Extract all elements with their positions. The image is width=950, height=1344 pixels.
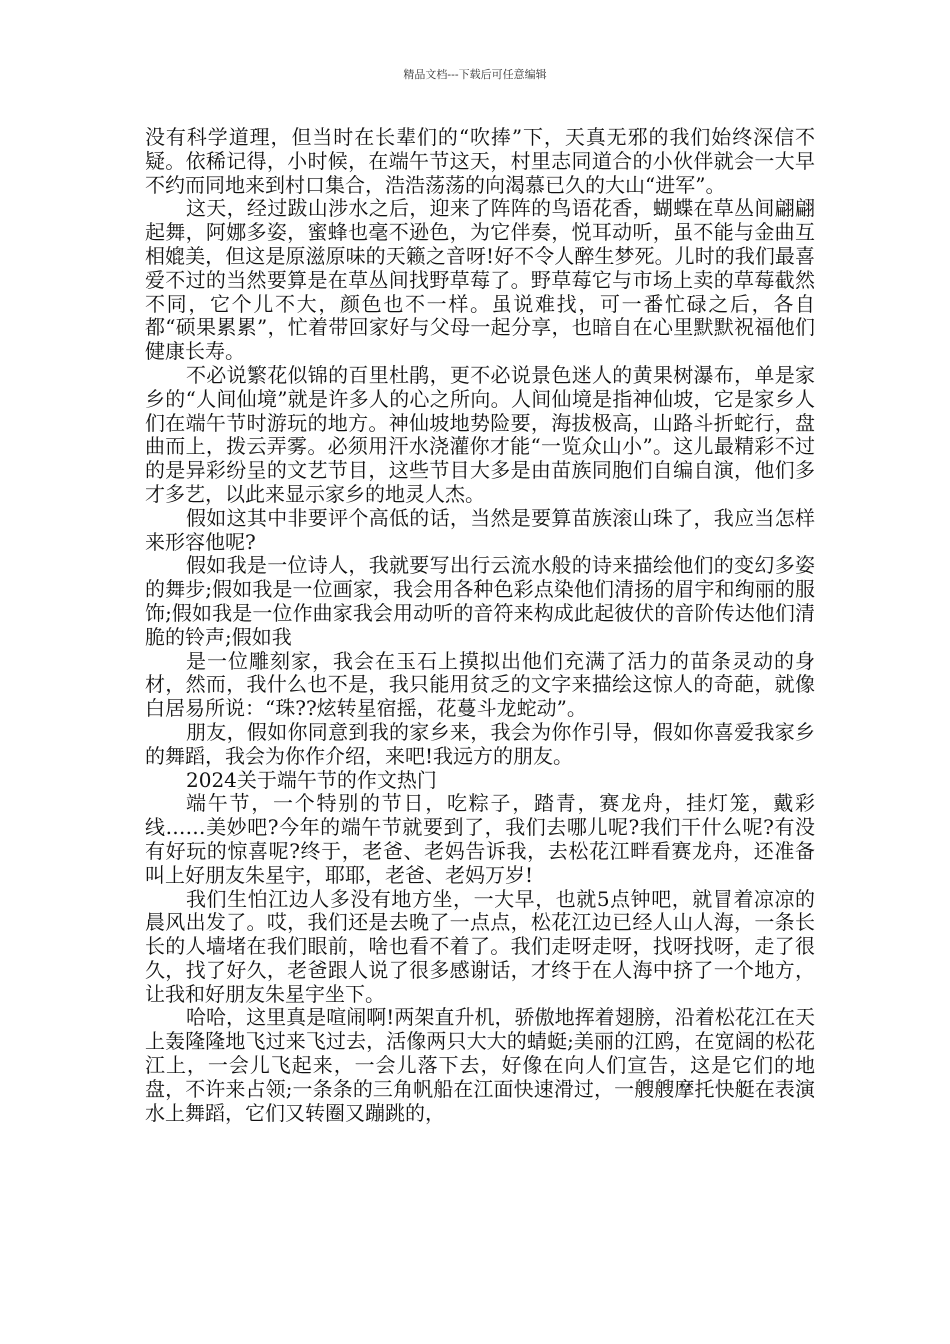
essay-body [145,126,815,1125]
paragraph: 朋友，假如你同意到我的家乡来，我会为你作引导，假如你喜爱我家乡的舞蹈，我会为你作介绍，来吧!我远方的朋友。 [145,719,815,768]
paragraph: 假如我是一位诗人，我就要写出行云流水般的诗来描绘他们的变幻多姿的舞步;假如我是一位画家，我会用各种色彩点染他们清扬的眉宇和绚丽的服饰;假如我是一位作曲家我会用动听的音符来构成此起彼伏的音阶传达他们清脆的铃声;假如我 [145,553,815,649]
paragraph: 没有科学道理，但当时在长辈们的“吹捧”下，天真无邪的我们始终深信不疑。依稀记得，小时候，在端午节这天，村里志同道合的小伙伴就会一大早不约而同地来到村口集合，浩浩荡荡的向渴慕已久的大山“进军”。 [145,125,815,197]
paragraph: 哈哈，这里真是喧闹啊!两架直升机，骄傲地挥着翅膀，沿着松花江在天上轰隆隆地飞过来飞过去，活像两只大大的蜻蜓;美丽的江鸥，在宽阔的松花江上，一会儿飞起来，一会儿落下去，好像在向人们宣告，这是它们的地盘，不许来占领;一条条的三角帆船在江面快速滑过，一艘艘摩托快艇在表演水上舞蹈，它们又转圈又蹦跳的， [145,1005,815,1125]
paragraph: 这天，经过跋山涉水之后，迎来了阵阵的鸟语花香，蝴蝶在草丛间翩翩起舞，阿娜多姿，蜜蜂也毫不逊色，为它伴奏，悦耳动听，虽不能与金曲互相媲美，但这是原滋原味的天籁之音呀!好不令人醉生梦死。儿时的我们最喜爱不过的当然要算是在草丛间找野草莓了。野草莓它与市场上卖的草莓截然不同，它个儿不大，颜色也不一样。虽说难找，可一番忙碌之后，各自都“硕果累累”，忙着带回家好与父母一起分享，也暗自在心里默默祝福他们健康长寿。 [145,196,815,364]
paragraph: 不必说繁花似锦的百里杜鹃，更不必说景色迷人的黄果树瀑布，单是家乡的“人间仙境”就是许多人的心之所向。人间仙境是指神仙坡，它是家乡人们在端午节时游玩的地方。神仙坡地势险要，海拔极高，山路斗折蛇行，盘曲而上，拨云弄雾。必须用汗水浇灌你才能“一览众山小”。这儿最精彩不过的是异彩纷呈的文艺节目，这些节目大多是由苗族同胞们自编自演，他们多才多艺，以此来显示家乡的地灵人杰。 [145,362,815,506]
paragraph: 假如这其中非要评个高低的话，当然是要算苗族滚山珠了，我应当怎样来形容他呢? [145,505,815,554]
paragraph: 我们生怕江边人多没有地方坐，一大早，也就5点钟吧，就冒着凉凉的晨风出发了。哎，我们还是去晚了一点点，松花江边已经人山人海，一条长长的人墙堵在我们眼前，啥也看不着了。我们走呀走呀，找呀找呀，走了很久，找了好久，老爸跟人说了很多感谢话，才终于在人海中挤了一个地方，让我和好朋友朱星宇坐下。 [145,886,815,1006]
page-header: 精品文档---下载后可任意编辑 [403,68,547,81]
paragraph: 端午节，一个特别的节日，吃粽子，踏青，赛龙舟，挂灯笼，戴彩线……美妙吧?今年的端午节就要到了，我们去哪儿呢?我们干什么呢?有没有好玩的惊喜呢?终于，老爸、老妈告诉我，去松花江畔看赛龙舟，还准备叫上好朋友朱星宇，耶耶，老爸、老妈万岁! [145,791,815,887]
section-heading: 2024关于端午节的作文热门 [186,767,437,792]
paragraph: 是一位雕刻家，我会在玉石上摸拟出他们充满了活力的苗条灵动的身材，然而，我什么也不是，我只能用贫乏的文字来描绘这惊人的奇葩，就像白居易所说：“珠??炫转星宿摇，花蔓斗龙蛇动”。 [145,648,815,721]
